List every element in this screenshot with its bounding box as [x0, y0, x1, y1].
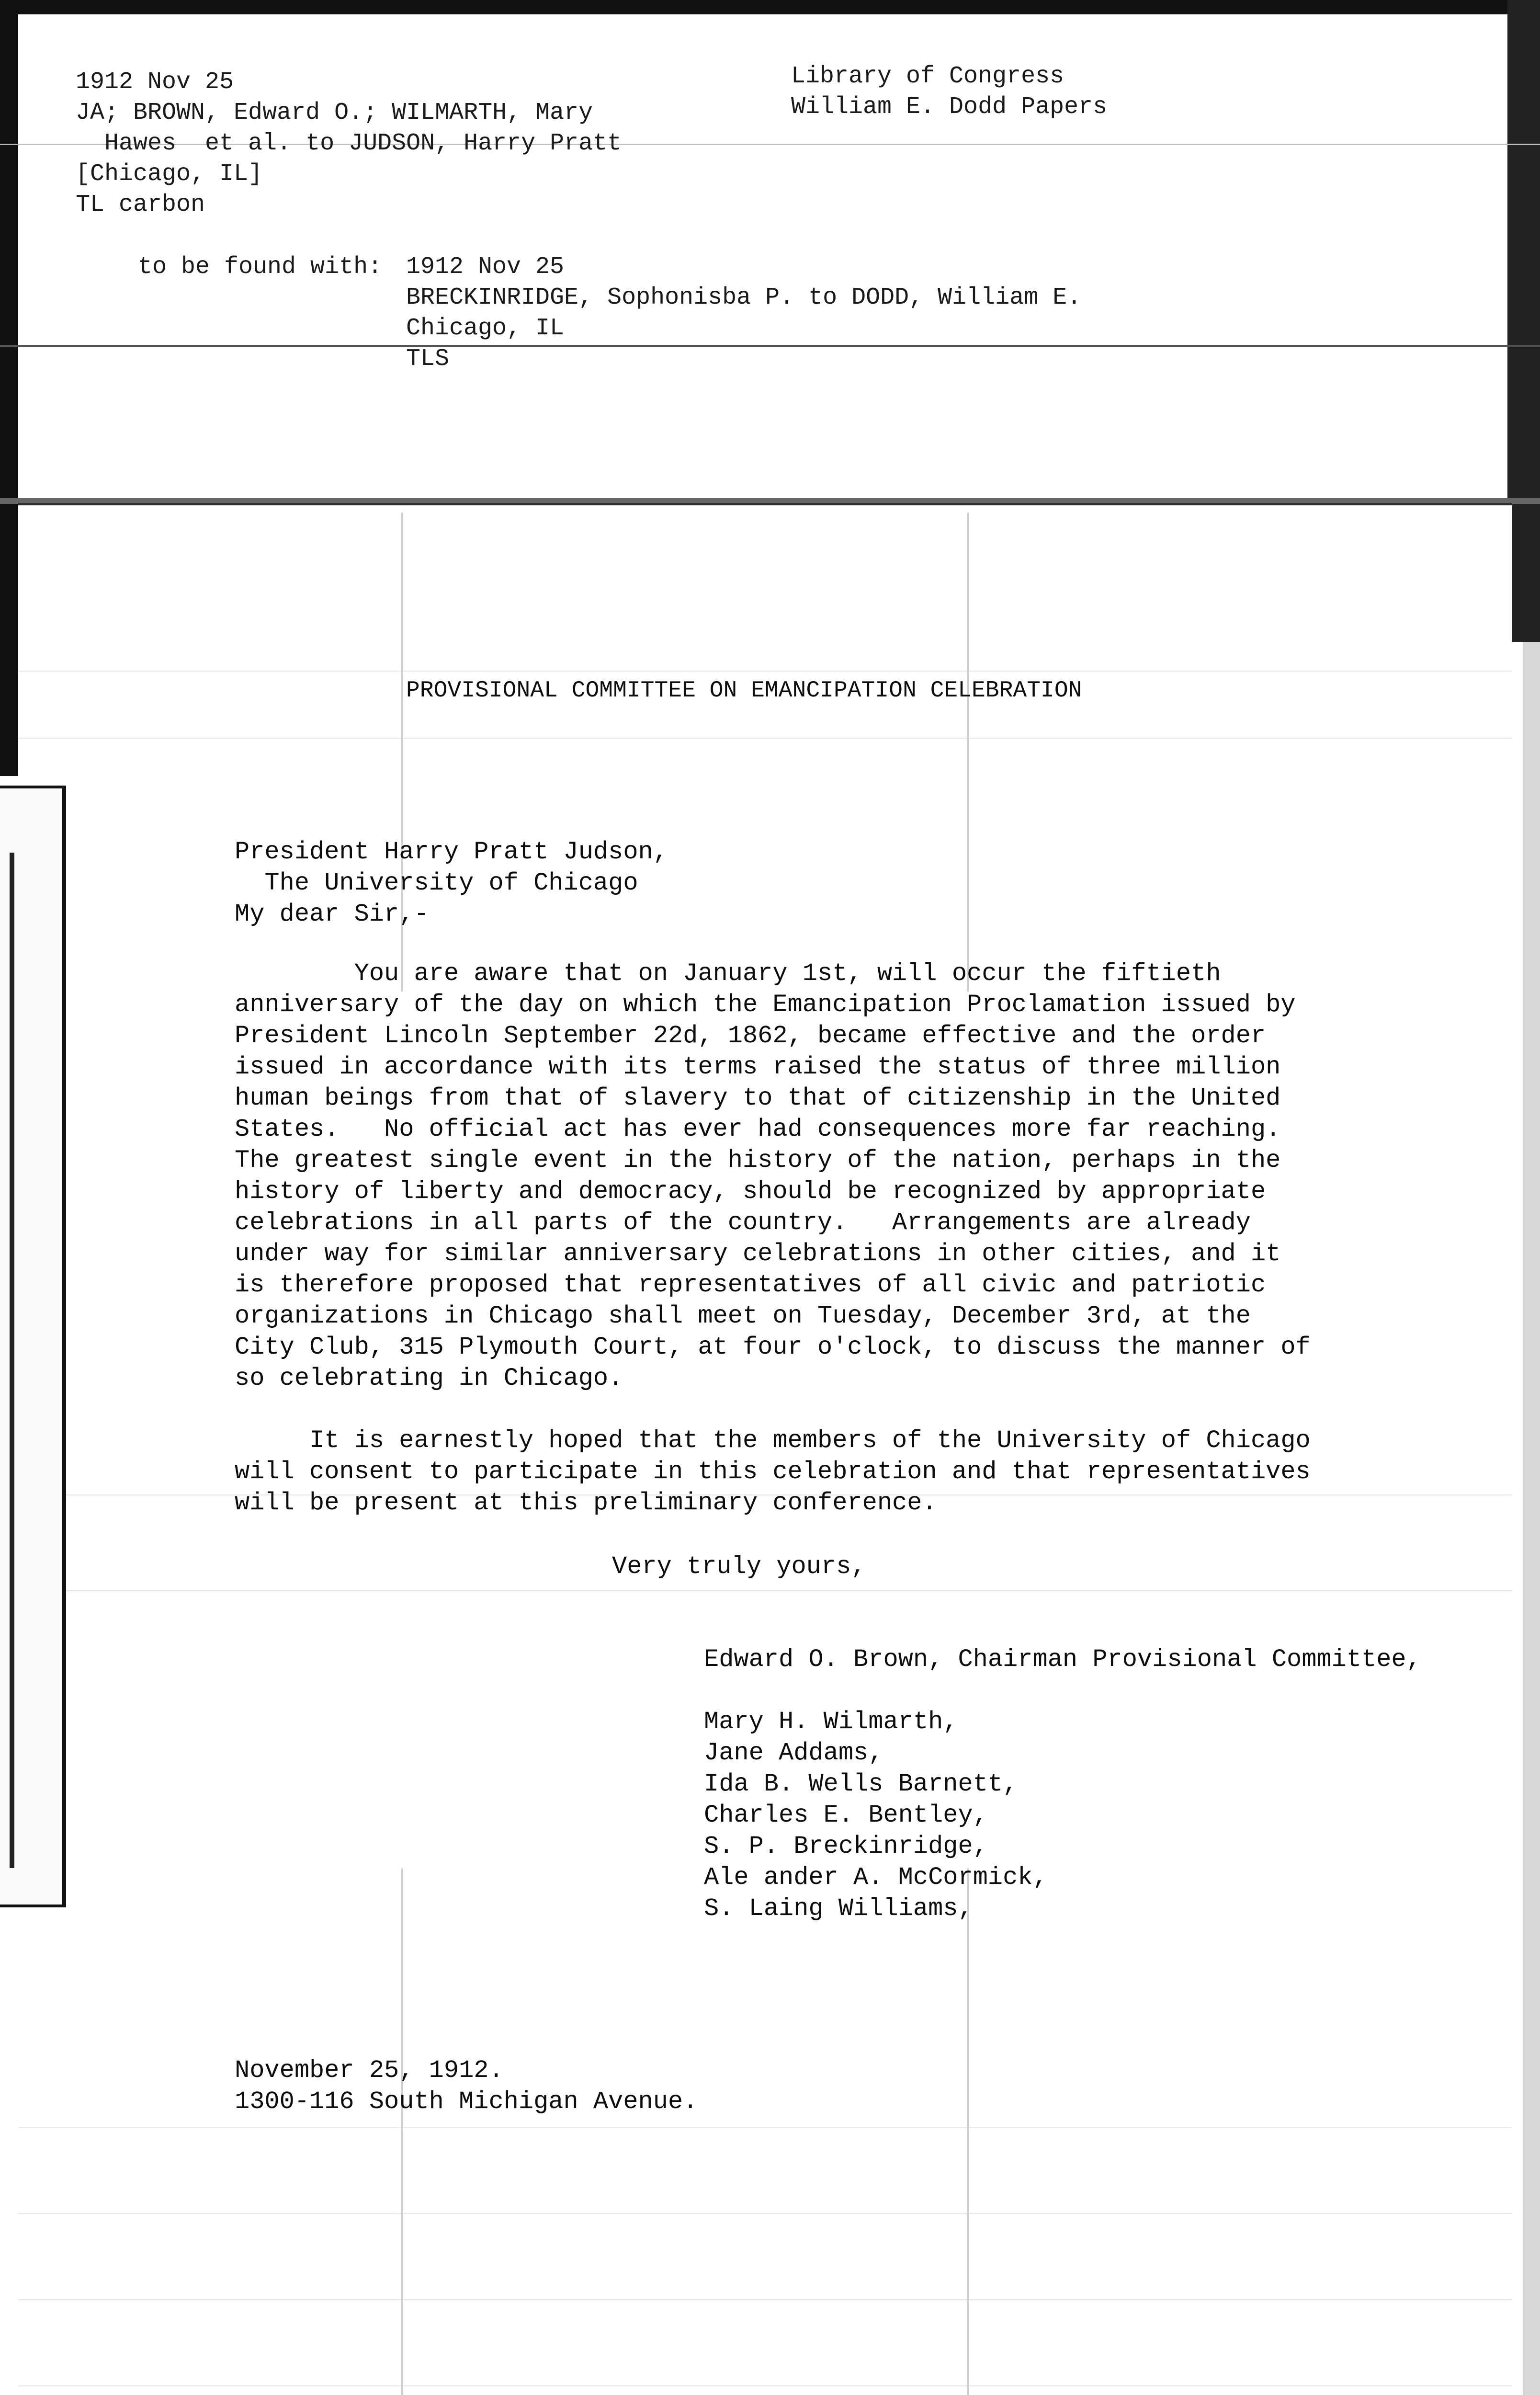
letter-address: 1300-116 South Michigan Avenue.	[235, 2087, 698, 2116]
signer: S. Laing Williams,	[704, 1894, 973, 1923]
body-line: It is earnestly hoped that the members of the University of Chicago	[235, 1426, 1311, 1455]
address-line: President Harry Pratt Judson,	[235, 838, 668, 866]
fold-crease	[401, 1868, 403, 2395]
catalog-correspondents: JA; BROWN, Edward O.; WILMARTH, Mary	[76, 99, 593, 126]
address-line: The University of Chicago	[235, 869, 638, 897]
catalog-place: [Chicago, IL]	[76, 160, 263, 188]
card-rule-line-dark	[0, 345, 1540, 347]
catalog-date: 1912 Nov 25	[76, 68, 234, 96]
binding-bracket-inner	[10, 853, 14, 1868]
body-line: anniversary of the day on which the Emancipation Proclamation issued by	[235, 991, 1296, 1019]
body-line: organizations in Chicago shall meet on Tuesday, December 3rd, at the	[235, 1302, 1251, 1330]
scan-top-edge	[0, 0, 1540, 14]
signer: Jane Addams,	[704, 1739, 883, 1767]
found-with-correspondents: BRECKINRIDGE, Sophonisba P. to DODD, William E.	[406, 284, 1082, 311]
body-line: President Lincoln September 22d, 1862, became effective and the order	[235, 1022, 1266, 1050]
body-line: You are aware that on January 1st, will occur the fiftieth	[235, 959, 1221, 988]
body-line: issued in accordance with its terms raised the status of three million	[235, 1053, 1281, 1081]
found-with-place: Chicago, IL	[406, 315, 565, 342]
signer: S. P. Breckinridge,	[704, 1832, 988, 1860]
fold-crease	[967, 1868, 969, 2395]
body-line: The greatest single event in the history of the nation, perhaps in the	[235, 1146, 1281, 1175]
catalog-collection: William E. Dodd Papers	[791, 93, 1108, 121]
scan-artifact-line	[18, 2127, 1512, 2128]
scan-artifact-line	[18, 2385, 1512, 2386]
salutation: My dear Sir,-	[235, 900, 429, 928]
catalog-correspondents-cont: Hawes et al. to JUDSON, Harry Pratt	[76, 130, 622, 157]
body-line: so celebrating in Chicago.	[235, 1364, 623, 1392]
fold-crease	[967, 513, 969, 992]
body-line: States. No official act has ever had consequences more far reaching.	[235, 1115, 1281, 1143]
body-line: history of liberty and democracy, should be recognized by appropriate	[235, 1177, 1266, 1206]
scan-artifact-line	[18, 671, 1512, 672]
signer: Ale ander A. McCormick,	[704, 1863, 1048, 1892]
scan-artifact-line	[18, 738, 1512, 739]
body-line: celebrations in all parts of the country. Arrangements are already	[235, 1209, 1251, 1237]
signer: Ida B. Wells Barnett,	[704, 1770, 1018, 1798]
scan-artifact-line	[18, 2213, 1512, 2214]
signer: Mary H. Wilmarth,	[704, 1708, 958, 1736]
scan-artifact-line	[18, 2299, 1512, 2300]
catalog-repository: Library of Congress	[791, 63, 1064, 90]
body-line: is therefore proposed that representatives of all civic and patriotic	[235, 1271, 1266, 1299]
chairman-signature: Edward O. Brown, Chairman Provisional Committee,	[704, 1645, 1421, 1674]
scan-right-edge	[1507, 0, 1540, 642]
signer: Charles E. Bentley,	[704, 1801, 988, 1829]
found-with-label: to be found with:	[138, 253, 383, 281]
scan-left-edge	[0, 0, 18, 776]
body-line: will consent to participate in this celebration and that representatives	[235, 1458, 1311, 1486]
body-line: will be present at this preliminary conference.	[235, 1489, 937, 1517]
closing: Very truly yours,	[612, 1552, 866, 1581]
body-line: City Club, 315 Plymouth Court, at four o'clock, to discuss the manner of	[235, 1333, 1311, 1361]
found-with-format: TLS	[406, 345, 450, 373]
catalog-format: TL carbon	[76, 191, 205, 218]
found-with-date: 1912 Nov 25	[406, 253, 565, 281]
scan-right-margin	[1523, 642, 1540, 2395]
scan-artifact-line	[18, 1590, 1512, 1591]
letter-heading: PROVISIONAL COMMITTEE ON EMANCIPATION CELEBRATION	[406, 678, 1082, 704]
body-line: human beings from that of slavery to that of citizenship in the United	[235, 1084, 1281, 1112]
letter-date: November 25, 1912.	[235, 2056, 504, 2085]
body-line: under way for similar anniversary celebrations in other cities, and it	[235, 1240, 1281, 1268]
